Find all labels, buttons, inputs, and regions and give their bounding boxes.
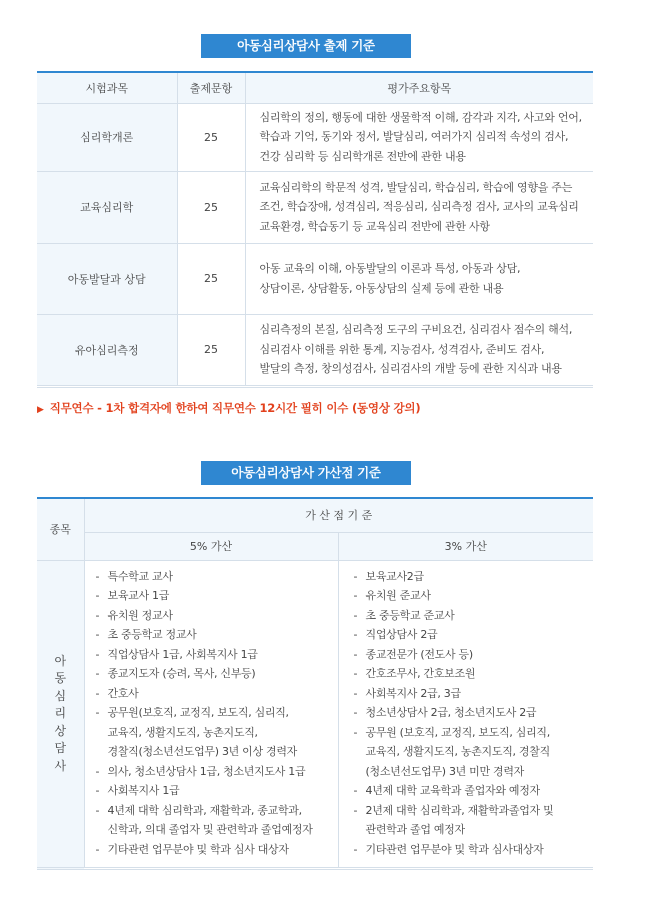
qualification-item	[354, 762, 594, 782]
bonus-criteria-table	[37, 497, 593, 870]
category-vertical-label	[37, 560, 84, 869]
qualification-item	[96, 586, 338, 606]
bonus-criteria-title: 아동심리상담사 가산점 기준	[201, 461, 411, 485]
qualification-item	[354, 840, 594, 860]
evaluation-line: 심리측정의 본질, 심리측정 도구의 구비요건, 심리검사 점수의 해석,	[259, 323, 573, 337]
evaluation-line: 아동 교육의 이해, 아동발달의 이론과 특성, 아동과 상담,	[259, 262, 521, 275]
qualification-item	[96, 801, 338, 821]
qualification-text: 기타관련 업무분야 및 학과 심사 대상자	[107, 842, 289, 856]
qualification-item	[96, 664, 338, 684]
dash-bullet: -	[95, 628, 100, 641]
dash-bullet: -	[95, 569, 100, 583]
dash-bullet: -	[353, 842, 358, 856]
qualification-item	[354, 625, 594, 645]
dash-bullet: -	[95, 667, 100, 680]
header-evaluation: 평가주요항목	[245, 72, 593, 103]
three-percent-list	[354, 567, 594, 860]
category-char: 동	[54, 671, 67, 685]
exam-criteria-title: 아동심리상담사 출제 기준	[201, 34, 411, 58]
qualification-item	[96, 723, 338, 743]
qualification-text: 관련학과 졸업 예정자	[365, 823, 465, 836]
qualification-text: 보육교사2급	[365, 569, 424, 583]
qualification-text: 경찰직(청소년선도업무) 3년 이상 경력자	[107, 745, 297, 758]
qualification-text: 초 중등학교 준교사	[365, 608, 455, 622]
exam-question-count: 25	[177, 171, 245, 243]
qualification-item	[96, 625, 338, 645]
category-char: 아	[54, 653, 67, 668]
dash-bullet: -	[95, 803, 100, 817]
category-char: 심	[54, 688, 67, 703]
evaluation-line: 심리학의 정의, 행동에 대한 생물학적 이해, 감각과 지각, 사고와 언어,	[259, 110, 582, 124]
exam-subject: 교육심리학	[37, 171, 177, 243]
dash-bullet: -	[95, 764, 100, 778]
qualification-item	[96, 840, 338, 860]
qualification-text: 직업상담사 2급	[365, 628, 438, 641]
evaluation-line: 학습과 기억, 동기와 정서, 발달심리, 여러가지 심리적 속성의 검사,	[259, 130, 569, 144]
three-percent-list-cell	[338, 560, 593, 869]
qualification-item	[96, 606, 338, 626]
dash-bullet: -	[95, 608, 100, 622]
category-char: 리	[54, 706, 67, 720]
dash-bullet: -	[95, 589, 100, 602]
dash-bullet: -	[353, 589, 358, 602]
dash-bullet: -	[95, 842, 100, 856]
qualification-text: 4년제 대학 심리학과, 재활학과, 종교학과,	[107, 803, 302, 817]
qualification-item	[354, 645, 594, 665]
dash-bullet: -	[353, 686, 358, 700]
qualification-text: 청소년상담사 2급, 청소년지도사 2급	[365, 706, 537, 719]
triangle-right-icon: ▶	[37, 405, 44, 415]
qualification-text: 초 중등학교 정교사	[107, 628, 197, 641]
training-note-text: 직무연수 - 1차 합격자에 한하여 직무연수 12시간 필히 이수 (동영상 강의)	[49, 401, 421, 415]
exam-row	[37, 171, 593, 243]
qualification-text: 보육교사 1급	[107, 589, 170, 602]
header-subject: 시험과목	[37, 72, 177, 103]
dash-bullet: -	[353, 667, 358, 680]
qualification-item	[354, 586, 594, 606]
bonus-subheader-row	[37, 532, 593, 560]
exam-subject: 아동발달과 상담	[37, 243, 177, 314]
header-category: 종목	[37, 498, 84, 560]
dash-bullet: -	[353, 628, 358, 641]
dash-bullet: -	[353, 569, 358, 583]
dash-bullet: -	[95, 686, 100, 700]
qualification-item	[354, 684, 594, 704]
qualification-item	[354, 801, 594, 821]
exam-evaluation-items	[245, 314, 593, 386]
header-three-percent: 3% 가산	[338, 532, 593, 560]
dash-bullet: -	[353, 803, 358, 817]
dash-bullet: -	[353, 784, 358, 797]
exam-evaluation-items	[245, 103, 593, 171]
qualification-text: 기타관련 업무분야 및 학과 심사대상자	[365, 842, 544, 856]
qualification-text: 4년제 대학 교육학과 졸업자와 예정자	[365, 784, 540, 797]
dash-bullet: -	[353, 706, 358, 719]
header-five-percent: 5% 가산	[84, 532, 338, 560]
qualification-item	[354, 567, 594, 587]
qualification-item	[96, 703, 338, 723]
qualification-text: 직업상담사 1급, 사회복지사 1급	[107, 647, 258, 661]
evaluation-line: 교육심리학의 학문적 성격, 발달심리, 학습심리, 학습에 영향을 주는	[259, 180, 573, 194]
category-char: 사	[54, 758, 67, 773]
qualification-item	[96, 645, 338, 665]
evaluation-line: 발달의 측정, 창의성검사, 심리검사의 개발 등에 관한 지식과 내용	[259, 362, 562, 376]
qualification-text: 공무원 (보호직, 교정직, 보도직, 심리직,	[365, 725, 550, 739]
qualification-text: 종교지도자 (승려, 목사, 신부등)	[107, 667, 256, 680]
qualification-text: 특수학교 교사	[107, 569, 173, 583]
dash-bullet: -	[353, 608, 358, 622]
dash-bullet: -	[95, 706, 100, 719]
qualification-item	[354, 820, 594, 840]
qualification-item	[96, 742, 338, 762]
exam-row	[37, 314, 593, 386]
exam-subject: 심리학개론	[37, 103, 177, 171]
header-count: 출제문항	[177, 72, 245, 103]
qualification-item	[354, 723, 594, 743]
qualification-text: 공무원(보호직, 교정직, 보도직, 심리직,	[107, 706, 289, 719]
header-bonus-group: 가 산 점 기 준	[84, 498, 593, 532]
exam-evaluation-items	[245, 243, 593, 314]
qualification-item	[354, 703, 594, 723]
dash-bullet: -	[353, 647, 358, 661]
qualification-text: 유치원 준교사	[365, 589, 431, 602]
qualification-item	[354, 606, 594, 626]
five-percent-list-cell	[84, 560, 338, 869]
qualification-text: 사회복지사 2급, 3급	[365, 686, 461, 700]
exam-criteria-table	[37, 71, 593, 388]
dash-bullet: -	[95, 784, 100, 797]
qualification-text: 의사, 청소년상담사 1급, 청소년지도사 1급	[107, 764, 306, 778]
qualification-item	[354, 781, 594, 801]
qualification-item	[96, 820, 338, 840]
qualification-item	[96, 781, 338, 801]
evaluation-line: 심리검사 이해를 위한 통계, 지능검사, 성격검사, 준비도 검사,	[259, 342, 545, 356]
exam-question-count: 25	[177, 314, 245, 386]
evaluation-line: 상담이론, 상담활동, 아동상담의 실제 등에 관한 내용	[259, 281, 504, 295]
qualification-text: 유치원 정교사	[107, 608, 173, 622]
qualification-text: 2년제 대학 심리학과, 재활학과졸업자 및	[365, 803, 554, 817]
dash-bullet: -	[353, 725, 358, 739]
qualification-item	[354, 742, 594, 762]
exam-question-count: 25	[177, 243, 245, 314]
qualification-text: 간호사	[107, 686, 139, 700]
qualification-text: 간호조무사, 간호보조원	[365, 667, 476, 680]
dash-bullet: -	[95, 647, 100, 661]
qualification-text: 교육직, 생활지도직, 농촌지도직, 경찰직	[365, 745, 550, 758]
category-char: 상	[54, 723, 67, 738]
bonus-header-row	[37, 498, 593, 532]
evaluation-line: 건강 심리학 등 심리학개론 전반에 관한 내용	[259, 149, 466, 163]
exam-question-count: 25	[177, 103, 245, 171]
qualification-item	[354, 664, 594, 684]
exam-subject: 유아심리측정	[37, 314, 177, 386]
qualification-item	[96, 567, 338, 587]
evaluation-line: 교육환경, 학습동기 등 교육심리 전반에 관한 사항	[259, 219, 490, 233]
qualification-text: 교육직, 생활지도직, 농촌지도직,	[107, 725, 258, 739]
exam-table-header-row	[37, 72, 593, 103]
bonus-row	[37, 560, 593, 869]
qualification-item	[96, 684, 338, 704]
qualification-text: 사회복지사 1급	[107, 784, 180, 797]
qualification-text: 종교전문가 (전도사 등)	[365, 647, 473, 661]
evaluation-line: 조건, 학습장애, 성격심리, 적응심리, 심리측정 검사, 교사의 교육심리	[259, 200, 579, 214]
category-char: 담	[54, 741, 67, 755]
five-percent-list	[96, 567, 338, 860]
exam-evaluation-items	[245, 171, 593, 243]
exam-row	[37, 243, 593, 314]
qualification-text: 신학과, 의대 졸업자 및 관련학과 졸업예정자	[107, 823, 313, 836]
exam-row	[37, 103, 593, 171]
qualification-text: (청소년선도업무) 3년 미만 경력자	[365, 764, 525, 778]
qualification-item	[96, 762, 338, 782]
training-note	[37, 400, 420, 416]
